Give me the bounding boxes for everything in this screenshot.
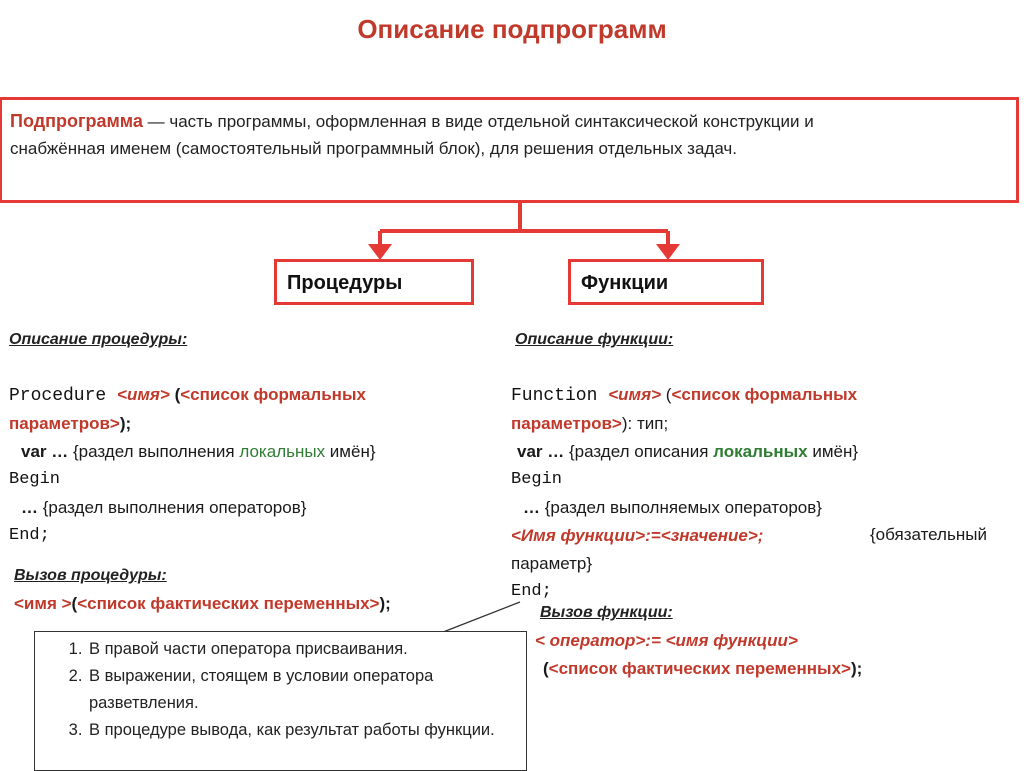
procedure-end: End; — [9, 526, 50, 545]
function-call-args: <список фактических переменных> — [548, 659, 851, 678]
function-body-text: {раздел выполняемых операторов} — [540, 498, 822, 517]
procedure-var-line — [9, 438, 376, 466]
procedure-open-paren: ( — [169, 385, 181, 404]
procedure-body-text: {раздел выполнения операторов} — [38, 498, 307, 517]
usage-notes-box — [34, 631, 527, 771]
procedure-body-line — [9, 494, 376, 522]
procedure-call-end: ); — [379, 594, 391, 613]
procedure-name: <имя> — [117, 385, 170, 404]
definition-line1: — часть программы, оформленная в виде отдельной синтаксической конструкции и — [142, 112, 814, 131]
function-params-line — [511, 410, 858, 438]
procedure-body-dots: … — [21, 498, 38, 517]
usage-notes-list — [35, 636, 526, 744]
function-begin: Begin — [511, 470, 563, 489]
function-call-line1 — [535, 627, 798, 655]
procedure-call-line — [14, 590, 391, 618]
usage-note-item: 2. В выражении, стоящем в условии оператора разветвления. — [87, 663, 526, 717]
function-signature — [511, 381, 858, 410]
function-params-close: параметров> — [511, 414, 622, 433]
function-assign: <Имя функции>:=<значение>; — [511, 526, 764, 545]
procedure-var-keyword: var … — [21, 442, 69, 461]
definition-line2: снабжённая именем (самостоятельный программный блок), для решения отдельных задач. — [10, 139, 738, 158]
procedure-params-open: <список формальных — [180, 385, 366, 404]
procedure-code — [9, 381, 376, 550]
function-var-text: {раздел описания — [564, 442, 714, 461]
function-keyword: Function — [511, 386, 598, 406]
function-var-line — [511, 438, 858, 466]
arrow-down-icon — [368, 244, 392, 260]
function-params-open: <список формальных — [671, 385, 858, 404]
procedure-var-text: {раздел выполнения — [68, 442, 240, 461]
function-params-end: ): тип; — [621, 414, 669, 433]
procedures-label: Процедуры — [287, 272, 403, 294]
function-assign-note-end: параметр} — [511, 554, 593, 573]
callout-pointer — [438, 602, 520, 634]
procedure-heading: Описание процедуры: — [9, 331, 188, 348]
function-open-paren: ( — [661, 385, 672, 404]
usage-note-item: 3. В процедуре вывода, как результат работы функции. — [87, 717, 526, 744]
usage-note-item: 1. В правой части оператора присваивания. — [87, 636, 526, 663]
function-assign-note-line — [511, 550, 858, 578]
function-var-keyword: var … — [517, 442, 565, 461]
function-var-text-end: имён} — [807, 442, 859, 461]
arrow-down-icon — [656, 244, 680, 260]
procedure-call-name: <имя > — [14, 594, 72, 613]
procedures-box — [274, 259, 474, 305]
procedure-params-line — [9, 410, 376, 438]
function-call-line2 — [543, 655, 862, 683]
function-var-local: локальных — [713, 442, 808, 461]
procedure-begin: Begin — [9, 470, 61, 489]
connector-lines — [380, 200, 668, 247]
procedure-call-heading: Вызов процедуры: — [14, 567, 167, 584]
page-title: Описание подпрограмм — [357, 14, 667, 44]
function-heading: Описание функции: — [515, 331, 674, 348]
functions-label: Функции — [581, 272, 669, 294]
function-assign-note: {обязательный — [870, 525, 987, 544]
procedure-keyword: Procedure — [9, 386, 107, 406]
function-name: <имя> — [608, 385, 662, 404]
function-call-assign: < оператор>:= <имя функции> — [535, 631, 798, 650]
procedure-call-paren: ( — [71, 594, 78, 613]
procedure-var-local: локальных — [239, 442, 326, 461]
definition-term: Подпрограмма — [10, 111, 143, 131]
function-end: End; — [511, 582, 552, 601]
procedure-params-close: параметров> — [9, 414, 120, 433]
functions-box — [568, 259, 764, 305]
function-body-dots: … — [523, 498, 540, 517]
procedure-signature — [9, 381, 376, 410]
function-code — [511, 381, 858, 606]
function-call-paren: ( — [543, 659, 549, 678]
function-call-end: ); — [850, 659, 863, 678]
function-call-heading: Вызов функции: — [540, 604, 673, 621]
procedure-call-args: <список фактических переменных> — [77, 594, 380, 613]
function-body-line — [511, 494, 858, 522]
procedure-params-end: ); — [119, 414, 132, 433]
procedure-var-text-end: имён} — [325, 442, 376, 461]
function-assign-line — [511, 522, 858, 550]
